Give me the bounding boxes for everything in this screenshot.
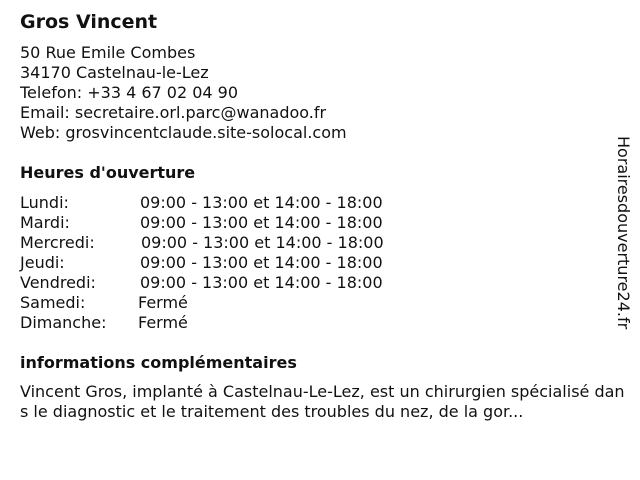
hours-day: Mercredi: xyxy=(20,233,95,252)
hours-day: Jeudi: xyxy=(20,253,65,272)
hours-time: Fermé xyxy=(138,293,188,312)
address-street: 50 Rue Emile Combes xyxy=(20,43,196,62)
hours-day: Lundi: xyxy=(20,193,69,212)
site-watermark: Horairesdouverture24.fr xyxy=(614,136,633,330)
hours-time: Fermé xyxy=(138,313,188,332)
business-name: Gros Vincent xyxy=(20,11,158,33)
hours-day: Dimanche: xyxy=(20,313,107,332)
hours-day: Mardi: xyxy=(20,213,70,232)
address-city: 34170 Castelnau-le-Lez xyxy=(20,63,209,82)
business-description: Vincent Gros, implanté à Castelnau-Le-Lez, est un chirurgien spécialisé dans le diagnostic et le traitement des troubles du nez, de la gor... xyxy=(20,382,625,421)
opening-hours-heading: Heures d'ouverture xyxy=(20,163,196,182)
hours-time: 09:00 - 13:00 et 14:00 - 18:00 xyxy=(140,193,383,212)
hours-time: 09:00 - 13:00 et 14:00 - 18:00 xyxy=(140,253,383,272)
hours-time: 09:00 - 13:00 et 14:00 - 18:00 xyxy=(141,233,384,252)
hours-time: 09:00 - 13:00 et 14:00 - 18:00 xyxy=(140,273,383,292)
phone-number: Telefon: +33 4 67 02 04 90 xyxy=(20,83,239,102)
hours-day: Samedi: xyxy=(20,293,86,312)
additional-info-heading: informations complémentaires xyxy=(20,353,297,372)
hours-day: Vendredi: xyxy=(20,273,96,292)
hours-time: 09:00 - 13:00 et 14:00 - 18:00 xyxy=(140,213,383,232)
website-address: Web: grosvincentclaude.site-solocal.com xyxy=(20,123,347,142)
email-address: Email: secretaire.orl.parc@wanadoo.fr xyxy=(20,103,327,122)
